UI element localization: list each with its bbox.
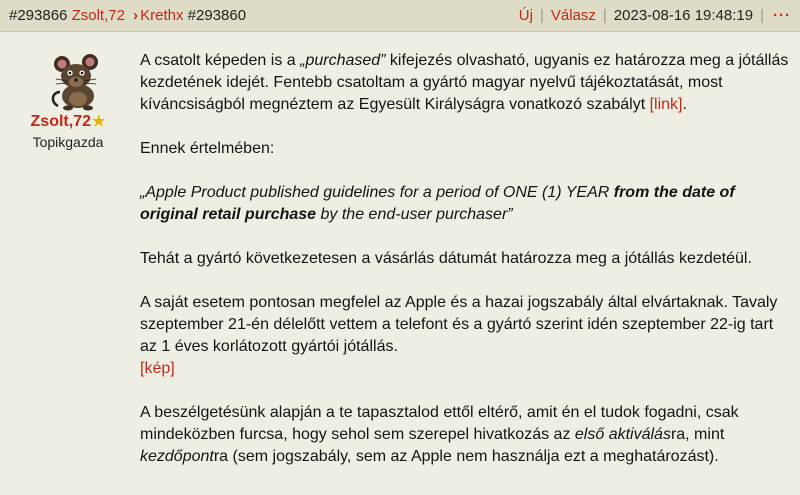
post-timestamp: 2023-08-16 19:48:19 — [613, 7, 754, 24]
post-header — [0, 0, 800, 32]
reply-arrow-icon: › — [133, 7, 139, 24]
user-name-text[interactable]: Zsolt,72 — [30, 113, 91, 130]
text: . — [682, 96, 687, 113]
text: kifejezés olvasható, ugyanis ez határozza meg a jótállás kezdetének idejét. Fentebb csatoltam a gyártó magyar nyelvű tájékoztatását, most kíváncsiságból megnéztem az Egyesült Királyságra vonatkozó szabályt — [140, 52, 789, 113]
paragraph — [140, 402, 790, 468]
paragraph: Ennek értelmében: — [140, 140, 275, 157]
divider: | — [760, 7, 764, 24]
quote-text: by the end-user purchaser” — [316, 206, 513, 223]
text: A beszélgetésünk alapján a te tapasztalod ettől eltérő, amit én el tudok fogadni, csak mindeközben furcsa, hogy sehol sem szerepel hivatkozás az — [140, 404, 739, 443]
emphasis: kezdőpont — [140, 448, 214, 465]
new-button[interactable]: Új — [518, 7, 533, 24]
text: A csatolt képeden is a — [140, 52, 301, 69]
text: ra (sem jogszabály, sem az Apple nem használja ezt a meghatározást). — [213, 448, 719, 465]
text: A saját esetem pontosan megfelel az Apple és a hazai jogszabály által elvártaknak. Tavaly szeptember 21-én délelőtt vettem a telefont és a gyártó szerint idén szeptember 22-ig tart az 1 éves korlátozott gyártói jótállás. — [140, 294, 778, 355]
paragraph — [140, 50, 790, 116]
divider: | — [539, 7, 544, 24]
emphasis: „purchased” — [300, 52, 386, 69]
post-body — [140, 50, 790, 490]
paragraph: Tehát a gyártó következetesen a vásárlás dátumát határozza meg a jótállás kezdetéül. — [140, 250, 752, 267]
link[interactable]: [link] — [649, 96, 683, 113]
reply-to-user-link[interactable]: Krethx — [140, 7, 184, 24]
emphasis: első aktiválás — [574, 426, 671, 443]
user-rank: Topikgazda — [32, 134, 104, 150]
more-menu-button[interactable]: ··· — [773, 7, 791, 24]
quote — [140, 182, 790, 226]
author-link[interactable]: Zsolt,72 — [71, 7, 125, 24]
post-header-left — [9, 0, 246, 32]
text: ra, mint — [670, 426, 725, 443]
quote-bold: from the date of original retail purchase — [140, 184, 735, 223]
quote-text: „Apple Product published guidelines for a period of ONE (1) YEAR — [140, 184, 614, 201]
star-icon: ★ — [92, 113, 106, 130]
post-id[interactable]: #293866 — [9, 7, 68, 24]
paragraph — [140, 292, 790, 380]
divider: | — [602, 7, 607, 24]
user-name[interactable] — [0, 112, 136, 131]
rat-avatar-icon[interactable] — [46, 52, 108, 114]
image-link[interactable]: [kép] — [140, 360, 175, 377]
post-header-actions — [519, 0, 791, 32]
reply-button[interactable]: Válasz — [550, 7, 596, 24]
reply-to-post-link[interactable]: #293860 — [187, 7, 247, 24]
